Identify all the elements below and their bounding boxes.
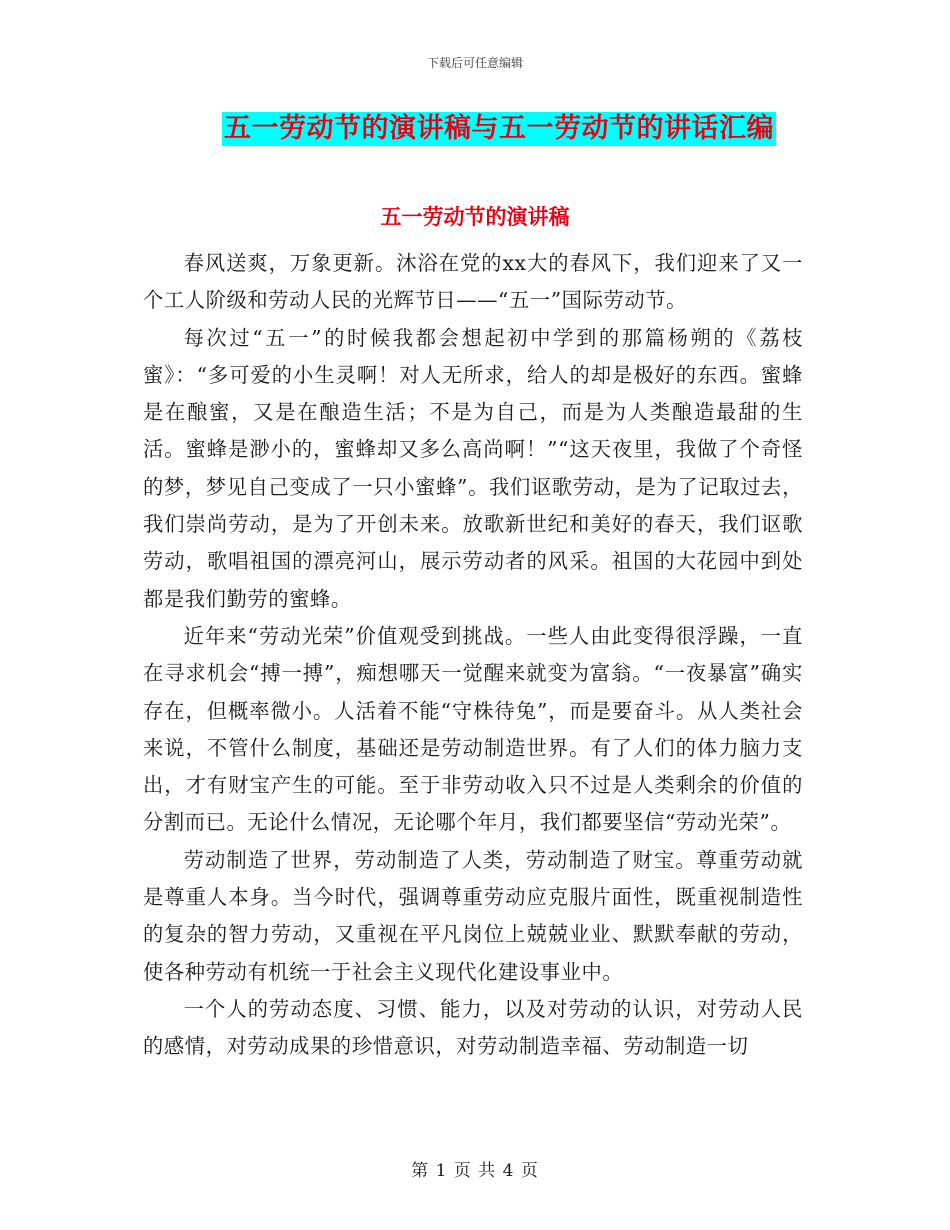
header-note: 下载后可任意编辑: [426, 56, 523, 70]
document-title-container: [0, 112, 950, 146]
page-number: 第 1 页 共 4 页: [411, 1161, 539, 1181]
body-text: [143, 245, 803, 1066]
section-title: 五一劳动节的演讲稿: [380, 205, 570, 229]
paragraph: 春风送爽，万象更新。沐浴在党的xx大的春风下，我们迎来了又一个工人阶级和劳动人民的光辉节日——“五一”国际劳动节。: [143, 251, 803, 313]
paragraph: 一个人的劳动态度、习惯、能力，以及对劳动的认识，对劳动人民的感情，对劳动成果的珍惜意识，对劳动制造幸福、劳动制造一切: [143, 996, 803, 1059]
document-title: 五一劳动节的演讲稿与五一劳动节的讲话汇编: [224, 113, 774, 144]
paragraph: 近年来“劳动光荣”价值观受到挑战。一些人由此变得很浮躁，一直在寻求机会“搏一搏”，痴想哪天一觉醒来就变为富翁。“一夜暴富”确实存在，但概率微小。人活着不能“守株待兔”，而是要奋斗。从人类社会来说，不管什么制度，基础还是劳动制造世界。有了人们的体力脑力支出，才有财宝产生的可能。至于非劳动收入只不过是人类剩余的价值的分割而已。无论什么情况，无论哪个年月，我们都要坚信“劳动光荣”。: [143, 623, 803, 835]
paragraph: 每次过“五一”的时候我都会想起初中学到的那篇杨朔的《荔枝蜜》：“多可爱的小生灵啊！对人无所求，给人的却是极好的东西。蜜蜂是在酿蜜，又是在酿造生活；不是为自己，而是为人类酿造最甜的生活。蜜蜂是渺小的，蜜蜂却又多么高尚啊！”“这天夜里，我做了个奇怪的梦，梦见自己变成了一只小蜜蜂”。我们讴歌劳动，是为了记取过去，我们崇尚劳动，是为了开创未来。放歌新世纪和美好的春天，我们讴歌劳动，歌唱祖国的漂亮河山，展示劳动者的风采。祖国的大花园中到处都是我们勤劳的蜜蜂。: [143, 325, 803, 611]
paragraph: 劳动制造了世界，劳动制造了人类，劳动制造了财宝。尊重劳动就是尊重人本身。当今时代，强调尊重劳动应克服片面性，既重视制造性的复杂的智力劳动，又重视在平凡岗位上兢兢业业、默默奉献的劳动，使各种劳动有机统一于社会主义现代化建设事业中。: [143, 847, 803, 984]
